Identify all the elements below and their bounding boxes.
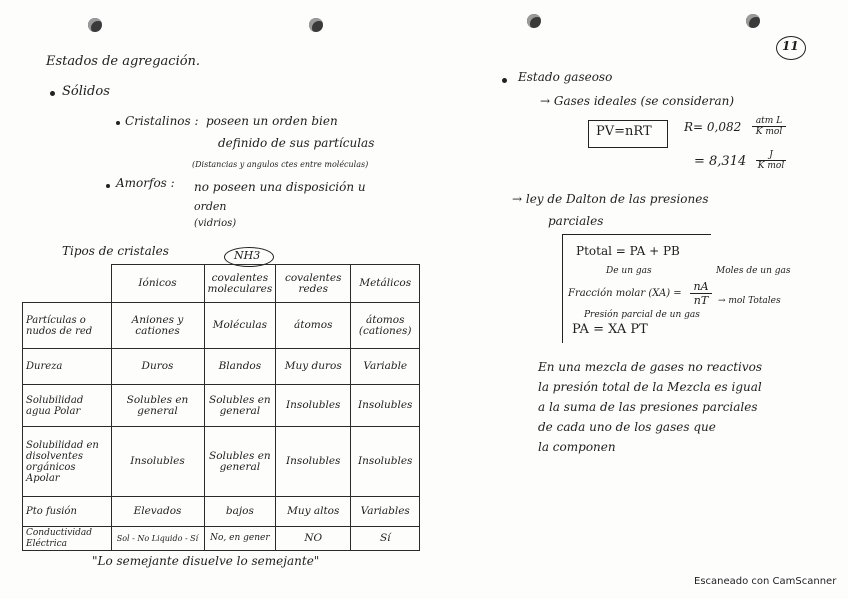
r-constant: R= 0,082: [684, 120, 742, 134]
table-cell: NO: [276, 527, 351, 551]
quote-line: "Lo semejante disuelve lo semejante": [92, 554, 320, 568]
dalton-law-heading-2: parciales: [548, 214, 604, 228]
paragraph-line: a la suma de las presiones parciales: [538, 400, 758, 414]
table-cell: Insolubles: [351, 427, 420, 497]
amorfos-text: no poseen una disposición u: [194, 180, 366, 194]
paragraph-line: la componen: [538, 440, 616, 454]
amorfos-note: (vidrios): [194, 218, 237, 229]
table-row-header: Solubilidad en disolventes orgánicos Apolar: [23, 427, 112, 497]
molar-fraction: [690, 280, 712, 307]
table-cell: Muy duros: [276, 349, 351, 385]
table-cell: Aniones y cationes: [111, 303, 204, 349]
binder-hole: [527, 14, 541, 28]
table-cell: Muy altos: [276, 497, 351, 527]
table-cell: Variables: [351, 497, 420, 527]
r-unit-si-numerator: J: [756, 150, 786, 161]
scanner-watermark: Escaneado con CamScanner: [694, 576, 837, 587]
table-cell: bajos: [204, 497, 276, 527]
table-cell: átomos (cationes): [351, 303, 420, 349]
table-row: [23, 385, 420, 427]
moles-gas-note: Moles de un gas: [716, 266, 791, 276]
table-cell: No, en gener: [204, 527, 276, 551]
table-header-cell: Metálicos: [351, 265, 420, 303]
table-cell: Insolubles: [111, 427, 204, 497]
table-row-header: Partículas o nudos de red: [23, 303, 112, 349]
table-header-cell: covalentes redes: [276, 265, 351, 303]
cristalinos-text: poseen un orden bien: [206, 114, 338, 128]
heading-solidos: Sólidos: [62, 84, 110, 99]
fraction-denominator: nT: [693, 294, 709, 307]
r-unit-si-denominator: K mol: [757, 161, 785, 171]
r-unit-denominator: K mol: [755, 127, 783, 137]
table-header-row: [23, 265, 420, 303]
table-cell: Moléculas: [204, 303, 276, 349]
partial-pressure-formula: PA = XA PT: [572, 322, 648, 337]
binder-hole: [746, 14, 760, 28]
table-cell: Duros: [111, 349, 204, 385]
ideal-gas-law: PV=nRT: [596, 124, 652, 139]
de-un-gas-note: De un gas: [606, 266, 652, 276]
heading-estado-gaseoso: Estado gaseoso: [518, 70, 613, 84]
table-row-header: Dureza: [23, 349, 112, 385]
paragraph-line: la presión total de la Mezcla es igual: [538, 380, 762, 394]
table-cell: Sol - No Liquido - Sí: [111, 527, 204, 551]
table-row: [23, 527, 420, 551]
table-header-cell: covalentes moleculares: [204, 265, 276, 303]
table-cell: Insolubles: [276, 385, 351, 427]
nh3-label: NH3: [234, 249, 261, 262]
ptotal-formula: Ptotal = PA + PB: [576, 244, 680, 258]
bullet-icon: [116, 121, 120, 125]
table-cell: Elevados: [111, 497, 204, 527]
table-row: [23, 349, 420, 385]
table-cell: Solubles en general: [111, 385, 204, 427]
cristalinos-label: Cristalinos :: [125, 114, 199, 128]
table-cell: Insolubles: [276, 427, 351, 497]
cristalinos-note: (Distancias y angulos ctes entre moléculas): [192, 160, 369, 169]
amorfos-label: Amorfos :: [116, 176, 175, 190]
table-row-header: Pto fusión: [23, 497, 112, 527]
table-header-cell: [23, 265, 112, 303]
table-row: [23, 497, 420, 527]
paragraph-line: En una mezcla de gases no reactivos: [538, 360, 763, 374]
bullet-icon: [502, 78, 507, 83]
table-row-header: Solubilidad agua Polar: [23, 385, 112, 427]
amorfos-text: orden: [194, 200, 227, 213]
crystal-types-table: [22, 264, 420, 551]
mol-totales-note: → mol Totales: [718, 296, 781, 306]
table-cell: Solubles en general: [204, 427, 276, 497]
binder-hole: [88, 18, 102, 32]
paragraph-line: de cada uno de los gases que: [538, 420, 716, 434]
fraccion-molar: Fracción molar (XA) =: [568, 288, 682, 299]
table-row-header: Conductividad Eléctrica: [23, 527, 112, 551]
table-cell: Insolubles: [351, 385, 420, 427]
page-number: 11: [782, 39, 799, 53]
table-cell: Solubles en general: [204, 385, 276, 427]
cristalinos-text: definido de sus partículas: [218, 136, 375, 150]
bullet-icon: [106, 184, 110, 188]
r-unit: [752, 116, 786, 137]
table-cell: Sí: [351, 527, 420, 551]
table-header-cell: Iónicos: [111, 265, 204, 303]
r-unit-si: [756, 150, 786, 171]
presion-parcial-note: Presión parcial de un gas: [584, 310, 700, 320]
tipos-heading: Tipos de cristales: [62, 244, 169, 258]
page-title: Estados de agregación.: [46, 54, 201, 69]
r-constant-si: = 8,314: [694, 154, 747, 169]
table-cell: Variable: [351, 349, 420, 385]
table-cell: Blandos: [204, 349, 276, 385]
fraction-numerator: nA: [690, 280, 712, 294]
binder-hole: [309, 18, 323, 32]
r-unit-numerator: atm L: [752, 116, 786, 127]
bullet-icon: [50, 91, 55, 96]
table-row: [23, 303, 420, 349]
table-row: [23, 427, 420, 497]
table-cell: átomos: [276, 303, 351, 349]
gases-ideales-line: → Gases ideales (se consideran): [540, 94, 735, 108]
dalton-law-heading: → ley de Dalton de las presiones: [512, 192, 709, 206]
